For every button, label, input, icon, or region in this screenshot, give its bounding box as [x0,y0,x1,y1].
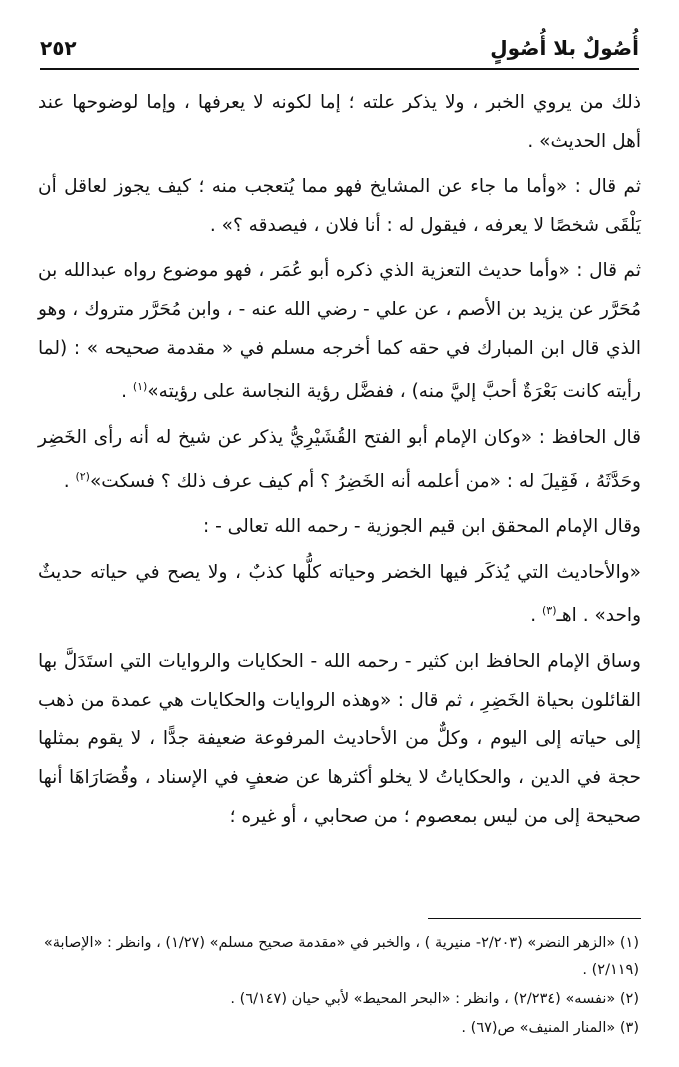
footnote: (١) «الزهر النضر» (٢/٢٠٣- منيرية ) ، والخبر في «مقدمة صحيح مسلم» (١/٢٧) ، وانظر : «الإصابة» (٢/١١٩) . [43,935,639,978]
paragraph: «والأحاديث التي يُذكَر فيها الخضر وحياته كلُّها كذبٌ ، ولا يصح في حياته حديثٌ واحد» . اهـ$^{(٣)}$ . [38,561,641,627]
paragraph-text: وساق الإمام الحافظ ابن كثير - رحمه الله - الحكايات والروايات التي استَدَلَّ بها القائلون بحياة الخَضِرِ ، ثم قال : «وهذه الروايات والحكايات هي عمدة من ذهب إلى حياته إلى اليوم ، وكلٌّ من الأحاديث المرفوعة ضعيفة جدًّا ، لا يقوم بمثلها حجة في الدين ، والحكاياتُ لا يخلو أكثرها عن ضعفٍ في الإسناد ، وقُصَارَاهَا أنها صحيحة إلى من ليس بمعصوم ؛ من صحابي ، أو غيره ؛ [38,651,641,827]
page-number: ٢٥٢ [40,36,77,60]
footnote: (٢) «نفسه» (٢/٢٣٤) ، وانظر : «البحر المحيط» لأبي حيان (٦/١٤٧) . [230,991,639,1007]
paragraph-text: ثم قال : «وأما ما جاء عن المشايخ فهو مما يُتعجب منه ؛ كيف يجوز لعاقل أن يَلْقَى شخصًا لا يعرفه ، فيقول له : أنا فلان ، فيصدقه ؟» . [38,176,641,236]
paragraph-text: «والأحاديث التي يُذكَر فيها الخضر وحياته كلُّها كذبٌ ، ولا يصح في حياته حديثٌ واحد» . اهـ [38,561,641,627]
footnote: (٣) «المنار المنيف» ص(٦٧) . [461,1020,639,1036]
footnote-marker: (٣) [541,604,557,618]
paragraph-text: قال الحافظ : «وكان الإمام أبو الفتح القُشَيْرِيُّ يذكر عن شيخ له أنه رأى الخَضِر وحَدَّثَهُ ، فَقِيلَ له : «من أعلمه أنه الخَضِرُ ؟ أم كيف عرف ذلك ؟ فسكت» [38,426,641,492]
body-text [38,84,641,843]
footnotes [38,930,639,1044]
page-header [40,28,639,70]
paragraph [38,643,641,836]
paragraph: ثم قال : «وأما حديث التعزية الذي ذكره أبو عُمَر ، فهو موضوع رواه عبدالله بن مُحَرَّر عن يزيد بن الأصم ، عن علي - رضي الله عنه - ، وابن مُحَرَّر متروك ، وهو الذي قال ابن المبارك في حقه كما أخرجه مسلم في « مقدمة صحيحه » : (لما رأيته كانت بَعْرَةٌ أحبَّ إليَّ منه) ، ففضَّل رؤية النجاسة على رؤيته»$^{(١)}$ . [38,260,641,403]
running-title: أُصُولٌ بلا أُصُولٍ [490,36,639,60]
paragraph [38,508,641,547]
footnote-divider [428,918,641,919]
footnote-marker: (١) [132,380,148,394]
footnote-marker: (٢) [75,469,90,483]
paragraph-text: وقال الإمام المحقق ابن قيم الجوزية - رحمه الله تعالى - : [203,516,641,538]
paragraph [38,84,641,161]
paragraph-text: ذلك من يروي الخبر ، ولا يذكر علته ؛ إما لكونه لا يعرفها ، وإما لوضوحها عند أهل الحديث» . [38,92,641,152]
paragraph: قال الحافظ : «وكان الإمام أبو الفتح القُشَيْرِيُّ يذكر عن شيخ له أنه رأى الخَضِر وحَدَّثَهُ ، فَقِيلَ له : «من أعلمه أنه الخَضِرُ ؟ أم كيف عرف ذلك ؟ فسكت»$^{(٢)}$ . [38,426,641,492]
paragraph [38,168,641,245]
paragraph-text: ثم قال : «وأما حديث التعزية الذي ذكره أبو عُمَر ، فهو موضوع رواه عبدالله بن مُحَرَّر عن يزيد بن الأصم ، عن علي - رضي الله عنه - ، وابن مُحَرَّر متروك ، وهو الذي قال ابن المبارك في حقه كما أخرجه مسلم في « مقدمة صحيحه » : (لما رأيته كانت بَعْرَةٌ أحبَّ إليَّ منه) ، ففضَّل رؤية النجاسة على رؤيته» [38,260,641,403]
